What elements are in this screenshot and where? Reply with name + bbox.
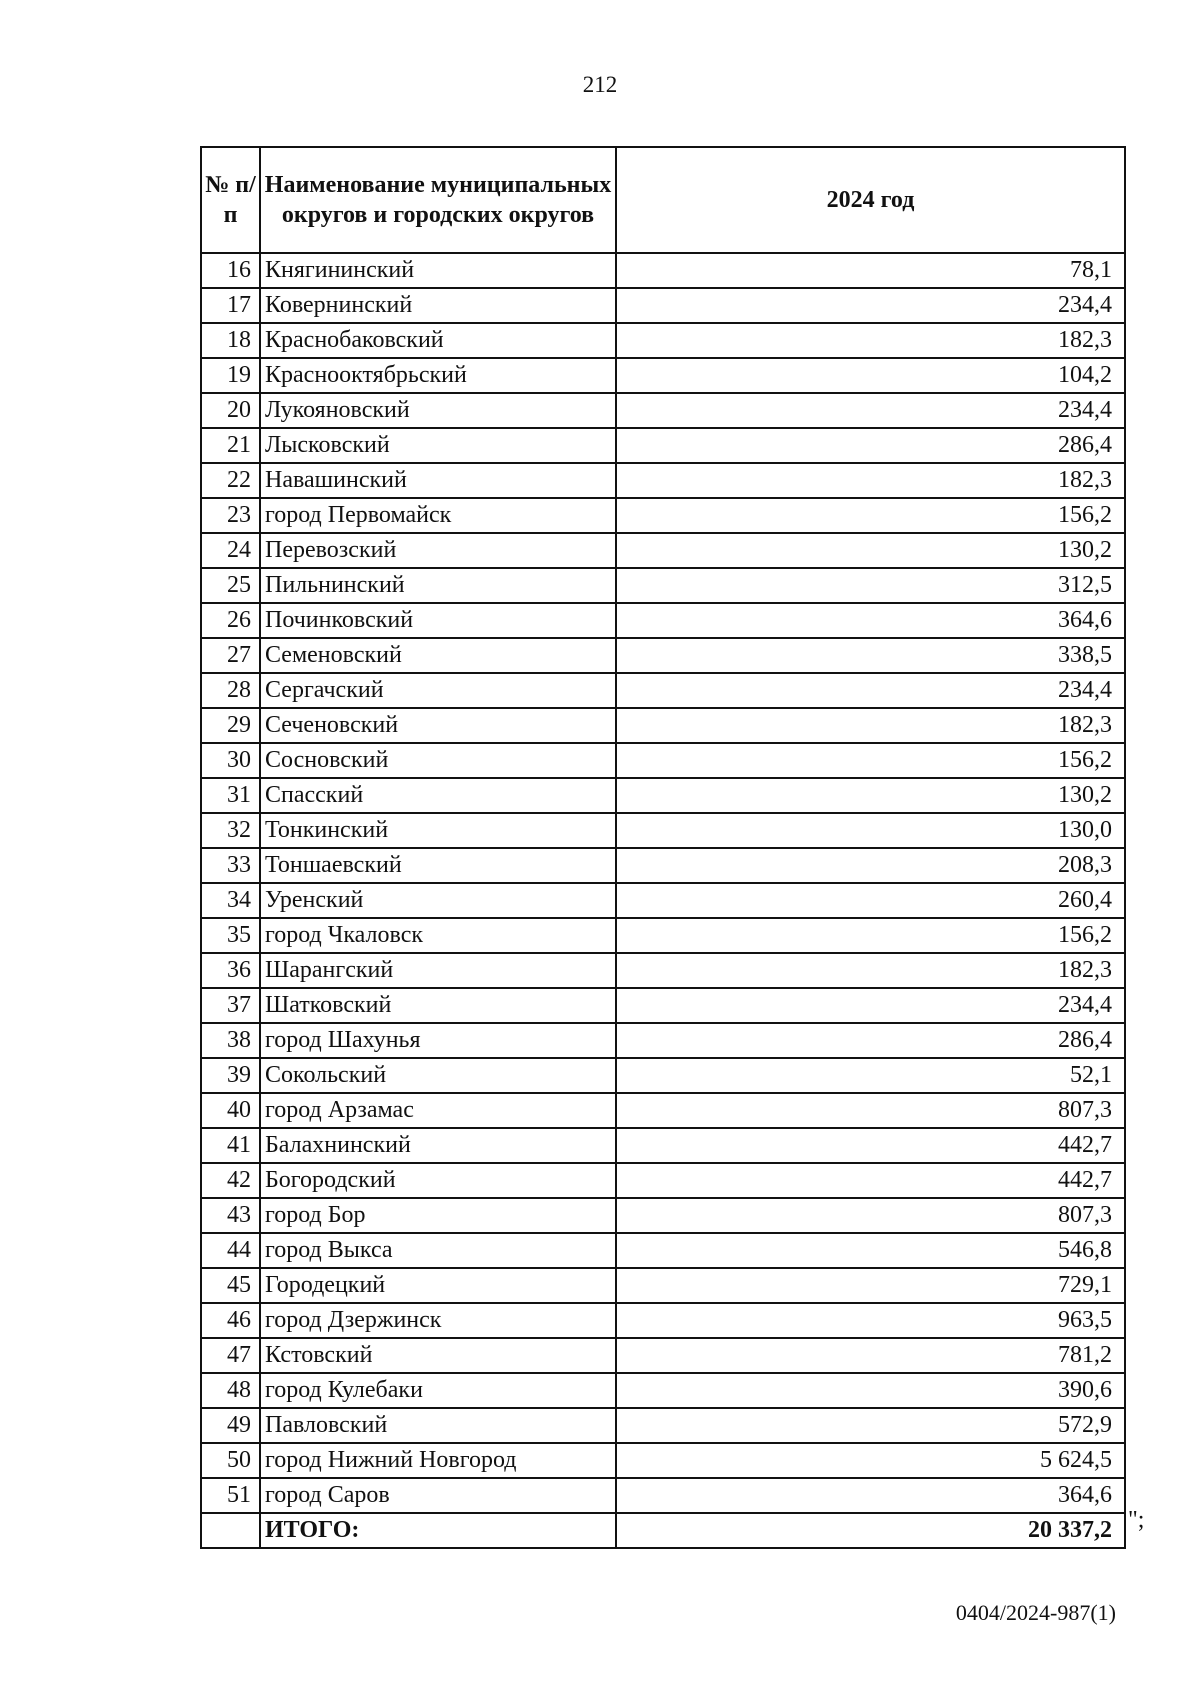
row-value: 208,3 [616,848,1125,883]
table-row [201,463,1125,498]
row-number: 32 [201,813,260,848]
row-value: 78,1 [616,253,1125,288]
row-name: Сосновский [260,743,616,778]
row-value: 546,8 [616,1233,1125,1268]
row-number: 43 [201,1198,260,1233]
row-name: город Кулебаки [260,1373,616,1408]
table-row [201,1268,1125,1303]
row-number: 34 [201,883,260,918]
row-name: Пильнинский [260,568,616,603]
document-code: 0404/2024-987(1) [955,1600,1116,1625]
row-number: 23 [201,498,260,533]
row-name: Краснооктябрьский [260,358,616,393]
table-row [201,708,1125,743]
row-value: 5 624,5 [616,1443,1125,1478]
row-name: Лукояновский [260,393,616,428]
row-value: 234,4 [616,673,1125,708]
row-name: Лысковский [260,428,616,463]
row-name: город Арзамас [260,1093,616,1128]
row-name: Сеченовский [260,708,616,743]
row-value: 182,3 [616,708,1125,743]
row-value: 781,2 [616,1338,1125,1373]
row-number: 49 [201,1408,260,1443]
header-row [201,147,1125,253]
row-name: город Шахунья [260,1023,616,1058]
row-value: 52,1 [616,1058,1125,1093]
row-value: 807,3 [616,1093,1125,1128]
row-value: 234,4 [616,393,1125,428]
row-value: 182,3 [616,953,1125,988]
row-name: Спасский [260,778,616,813]
row-value: 572,9 [616,1408,1125,1443]
row-value: 130,2 [616,778,1125,813]
row-number: 50 [201,1443,260,1478]
row-name: город Выкса [260,1233,616,1268]
row-value: 182,3 [616,323,1125,358]
row-name: Тоншаевский [260,848,616,883]
table-row [201,288,1125,323]
row-name: Семеновский [260,638,616,673]
page-number: 212 [582,72,618,97]
total-number-empty [201,1513,260,1548]
row-value: 130,2 [616,533,1125,568]
table-row [201,603,1125,638]
row-name: Кстовский [260,1338,616,1373]
row-name: город Первомайск [260,498,616,533]
table-row [201,778,1125,813]
row-number: 37 [201,988,260,1023]
row-name: Шатковский [260,988,616,1023]
row-value: 260,4 [616,883,1125,918]
row-number: 39 [201,1058,260,1093]
table-row [201,883,1125,918]
row-value: 286,4 [616,1023,1125,1058]
table-row [201,953,1125,988]
table-row [201,428,1125,463]
row-name: Починковский [260,603,616,638]
row-value: 156,2 [616,498,1125,533]
table-row [201,533,1125,568]
table-row [201,1058,1125,1093]
table-row [201,323,1125,358]
row-number: 40 [201,1093,260,1128]
row-name: Сокольский [260,1058,616,1093]
row-value: 338,5 [616,638,1125,673]
row-number: 30 [201,743,260,778]
header-name: Наименование муниципальных округов и городских округов [260,147,616,253]
row-value: 156,2 [616,743,1125,778]
row-number: 20 [201,393,260,428]
row-name: Тонкинский [260,813,616,848]
row-value: 442,7 [616,1163,1125,1198]
row-value: 156,2 [616,918,1125,953]
row-number: 47 [201,1338,260,1373]
row-value: 963,5 [616,1303,1125,1338]
row-number: 51 [201,1478,260,1513]
row-name: город Нижний Новгород [260,1443,616,1478]
table-header [201,147,1125,253]
row-number: 45 [201,1268,260,1303]
table-row [201,743,1125,778]
table-row [201,1303,1125,1338]
row-name: Навашинский [260,463,616,498]
allocation-table [200,146,1126,1549]
row-number: 31 [201,778,260,813]
total-value: 20 337,2 [616,1513,1125,1548]
table-body [201,253,1125,1548]
row-number: 27 [201,638,260,673]
row-value: 104,2 [616,358,1125,393]
row-name: Уренский [260,883,616,918]
row-value: 390,6 [616,1373,1125,1408]
row-name: город Саров [260,1478,616,1513]
row-number: 46 [201,1303,260,1338]
row-value: 130,0 [616,813,1125,848]
row-name: Ковернинский [260,288,616,323]
row-number: 18 [201,323,260,358]
table-row [201,673,1125,708]
row-number: 17 [201,288,260,323]
table-row [201,1338,1125,1373]
row-value: 807,3 [616,1198,1125,1233]
row-value: 364,6 [616,1478,1125,1513]
table-row [201,1443,1125,1478]
row-value: 442,7 [616,1128,1125,1163]
header-value: 2024 год [616,147,1125,253]
row-name: город Бор [260,1198,616,1233]
row-name: Богородский [260,1163,616,1198]
row-number: 26 [201,603,260,638]
row-number: 48 [201,1373,260,1408]
table-row [201,918,1125,953]
row-number: 35 [201,918,260,953]
table-row [201,1233,1125,1268]
row-number: 36 [201,953,260,988]
row-name: Павловский [260,1408,616,1443]
table-row [201,1093,1125,1128]
closing-quote-mark: "; [1128,1507,1145,1533]
table-row [201,1023,1125,1058]
row-value: 234,4 [616,988,1125,1023]
row-name: Балахнинский [260,1128,616,1163]
table-row [201,1373,1125,1408]
table-row [201,568,1125,603]
table-row [201,1198,1125,1233]
row-name: Сергачский [260,673,616,708]
row-number: 44 [201,1233,260,1268]
table-row [201,393,1125,428]
row-number: 33 [201,848,260,883]
row-number: 38 [201,1023,260,1058]
table-row [201,848,1125,883]
table-row [201,1128,1125,1163]
row-name: город Чкаловск [260,918,616,953]
table-row [201,638,1125,673]
row-name: Городецкий [260,1268,616,1303]
row-number: 41 [201,1128,260,1163]
table-row [201,358,1125,393]
row-number: 21 [201,428,260,463]
table-row [201,1478,1125,1513]
row-name: Краснобаковский [260,323,616,358]
row-name: город Дзержинск [260,1303,616,1338]
table-row [201,498,1125,533]
row-number: 16 [201,253,260,288]
row-value: 286,4 [616,428,1125,463]
header-num: № п/п [201,147,260,253]
row-value: 312,5 [616,568,1125,603]
row-number: 22 [201,463,260,498]
table-row [201,813,1125,848]
row-number: 19 [201,358,260,393]
table-row [201,253,1125,288]
total-row [201,1513,1125,1548]
row-value: 182,3 [616,463,1125,498]
row-number: 29 [201,708,260,743]
row-number: 24 [201,533,260,568]
row-name: Шарангский [260,953,616,988]
row-number: 25 [201,568,260,603]
table-row [201,988,1125,1023]
row-number: 28 [201,673,260,708]
row-name: Княгининский [260,253,616,288]
row-number: 42 [201,1163,260,1198]
row-value: 234,4 [616,288,1125,323]
table-row [201,1163,1125,1198]
row-name: Перевозский [260,533,616,568]
total-label: ИТОГО: [260,1513,616,1548]
row-value: 364,6 [616,603,1125,638]
row-value: 729,1 [616,1268,1125,1303]
table-row [201,1408,1125,1443]
